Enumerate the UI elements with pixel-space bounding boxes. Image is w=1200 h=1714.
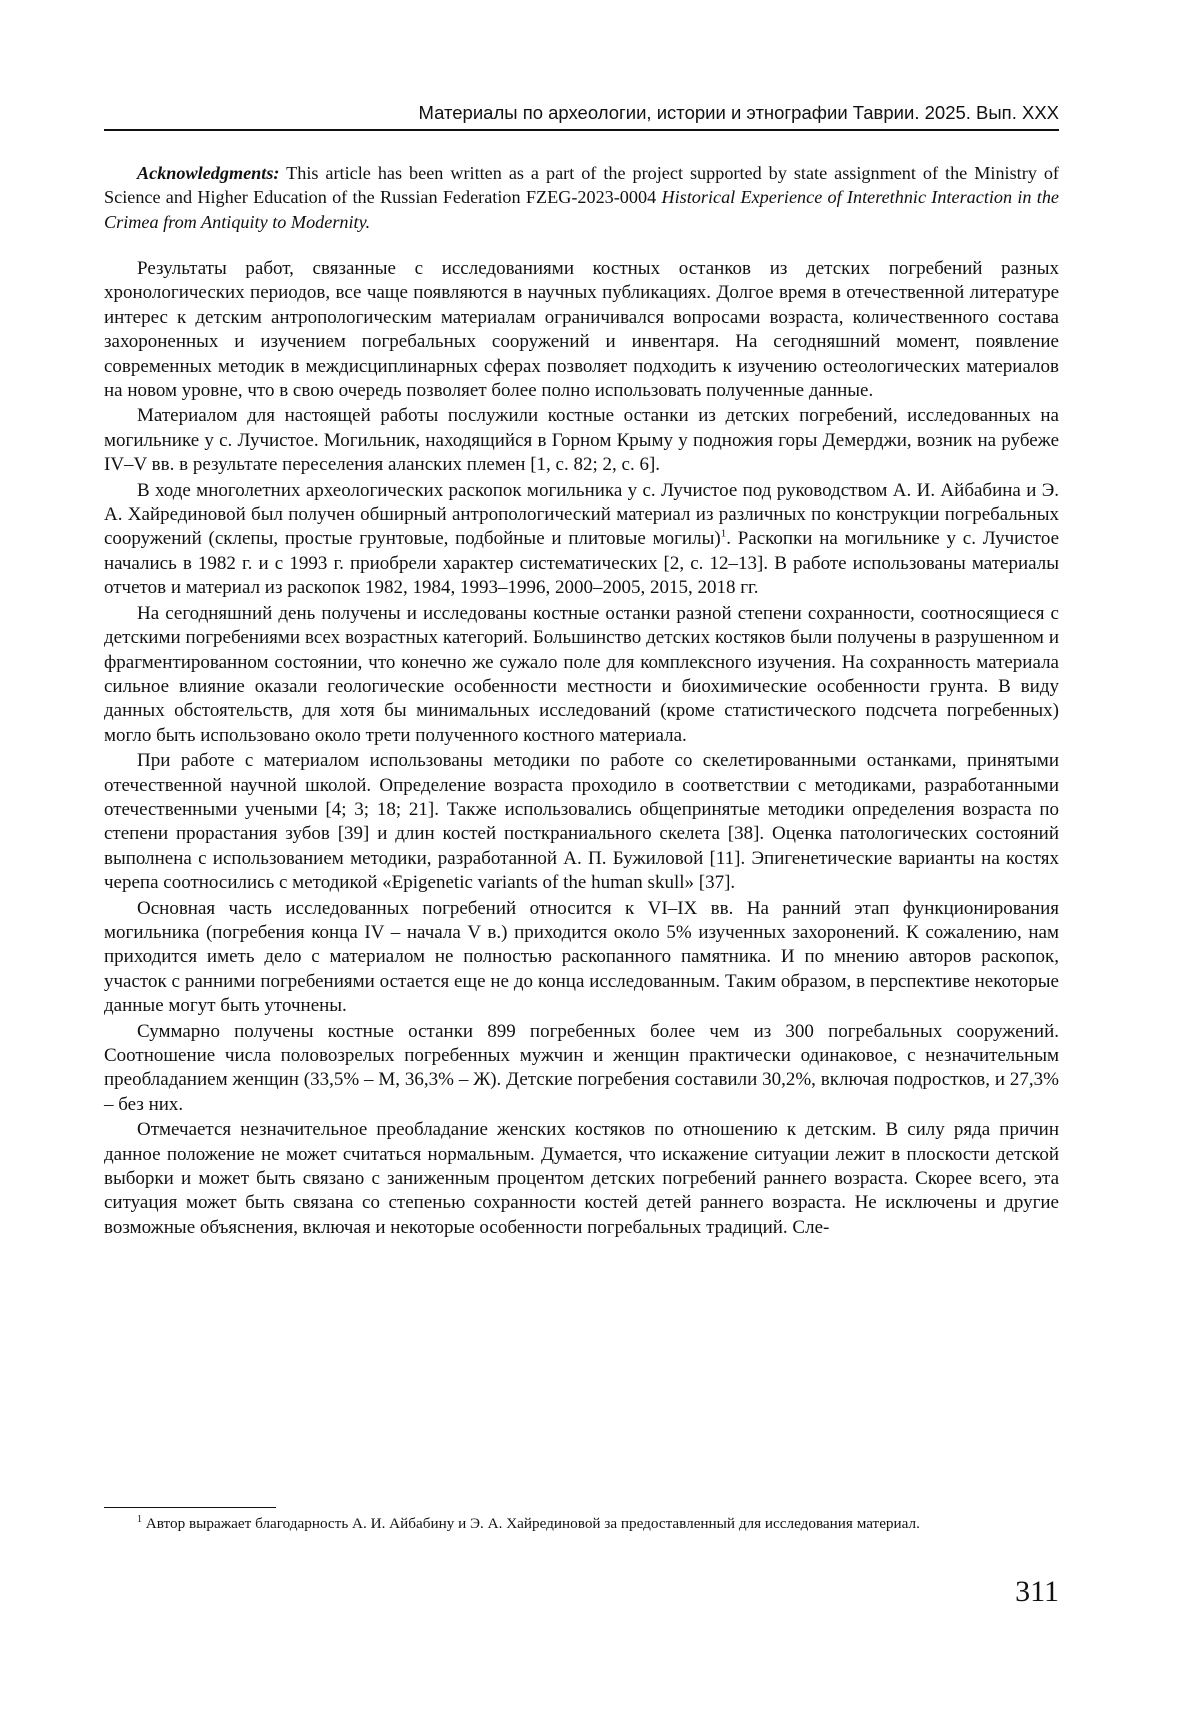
footnote-block <box>104 1514 1059 1535</box>
paragraph-3-text-before: В ходе многолетних археологических раскопок могильника у с. Лучистое под руководством А. И. Айбабина и Э. А. Хайрединовой был получен обширный антропологический материал из различных по конструкции погребальных сооружений (склепы, простые грунтовые, подбойные и плитовые могилы) <box>104 479 1059 550</box>
footnote-text: Автор выражает благодарность А. И. Айбабину и Э. А. Хайрединовой за предоставленный для исследования материал. <box>142 1515 920 1532</box>
paragraph-3 <box>104 479 1059 601</box>
paragraph-7: Суммарно получены костные останки 899 погребенных более чем из 300 погребальных сооружений. Соотношение числа половозрелых погребенных мужчин и женщин практически одинаковое, с незначительным преобладанием женщин (33,5% – М, 36,3% – Ж). Детские погребения составили 30,2%, включая подростков, и 27,3% – без них. <box>104 1020 1059 1115</box>
paragraph-8: Отмечается незначительное преобладание женских костяков по отношению к детским. В силу ряда причин данное положение не может считаться нормальным. Думается, что искажение ситуации лежит в плоскости детской выборки и может быть связано с заниженным процентом детских погребений раннего возраста. Скорее всего, эта ситуация может быть связана со степенью сохранности костей детей раннего возраста. Не исключены и другие возможные объяснения, включая и некоторые особенности погребальных традиций. Сле- <box>104 1119 1059 1238</box>
header-rule <box>104 129 1059 131</box>
acknowledgments-block <box>104 161 1059 234</box>
paragraph-6: Основная часть исследованных погребений относится к VI–IX вв. На ранний этап функционирования могильника (погребения конца IV – начала V в.) приходится около 5% изученных захоронений. К сожалению, нам приходится иметь дело с материалом не полностью раскопанного памятника. И по мнению авторов раскопок, участок с ранними погребениями остается еще не до конца исследованным. Таким образом, в перспективе некоторые данные могут быть уточнены. <box>104 897 1059 1017</box>
main-text <box>104 257 1059 1241</box>
paragraph-4: На сегодняшний день получены и исследованы костные останки разной степени сохранности, соотносящиеся с детскими погребениями всех возрастных категорий. Большинство детских костяков были получены в разрушенном и фрагментированном состоянии, что конечно же сужало поле для комплексного изучения. На сохранность материала сильное влияние оказали геологические особенности местности и биохимические особенности грунта. В виду данных обстоятельств, для хотя бы минимальных исследований (кроме статистического подсчета погребенных) могло быть использовано около трети полученного костного материала. <box>104 602 1059 746</box>
footnote-mark: 1 <box>137 1513 142 1525</box>
paragraph-1: Результаты работ, связанные с исследованиями костных останков из детских погребений разных хронологических периодов, все чаще появляются в научных публикациях. Долгое время в отечественной литературе интерес к детским антропологическим материалам ограничивался вопросами возраста, количественного состава захороненных и изучением погребальных сооружений и инвентаря. На сегодняшний момент, появление современных методик в междисциплинарных сферах позволяет подходить к изучению остеологических материалов на новом уровне, что в свою очередь позволяет более полно использовать полученные данные. <box>104 258 1059 402</box>
acknowledgments-project-title: Historical Experience of Interethnic Interaction in the Crimea from Antiquity to Modernity. <box>104 187 1059 232</box>
footnote-separator <box>104 1507 276 1508</box>
acknowledgments-label: Acknowledgments: <box>137 163 280 183</box>
paragraph-5: При работе с материалом использованы методики по работе со скелетированными останками, принятыми отечественной научной школой. Определение возраста проходило в соответствии с методиками, разработанными отечественными учеными [4; 3; 18; 21]. Также использовались общепринятые методики определения возраста по степени прорастания зубов [39] и длин костей посткраниального скелета [38]. Оценка патологических состояний выполнена с использованием методики, разработанной А. П. Бужиловой [11]. Эпигенетические варианты на костях черепа соотносились с методикой «Epigenetic variants of the human skull» [37]. <box>104 750 1059 894</box>
footnote-1 <box>104 1514 1059 1535</box>
paragraph-2: Материалом для настоящей работы послужили костные останки из детских погребений, исследованных на могильнике у с. Лучистое. Могильник, находящийся в Горном Крыму у подножия горы Демерджи, возник на рубеже IV–V вв. в результате переселения аланских племен [1, с. 82; 2, с. 6]. <box>104 405 1059 476</box>
running-header: Материалы по археологии, истории и этнографии Таврии. 2025. Вып. XXX <box>418 102 1059 123</box>
acknowledgments-text: This article has been written as a part of the project supported by state assignment of the Ministry of Science and Higher Education of the Russian Federation FZEG-2023-0004 <box>104 163 1059 208</box>
footnote-reference-1[interactable]: 1 <box>720 528 727 541</box>
paragraph-3-text-after: . Раскопки на могильнике у с. Лучистое начались в 1982 г. и с 1993 г. приобрели характер систематических [2, с. 12–13]. В работе использованы материалы отчетов и материал из раскопок 1982, 1984, 1993–1996, 2000–2005, 2015, 2018 гг. <box>104 528 1059 599</box>
acknowledgments-paragraph <box>104 161 1059 234</box>
page-number: 311 <box>1015 1575 1059 1608</box>
